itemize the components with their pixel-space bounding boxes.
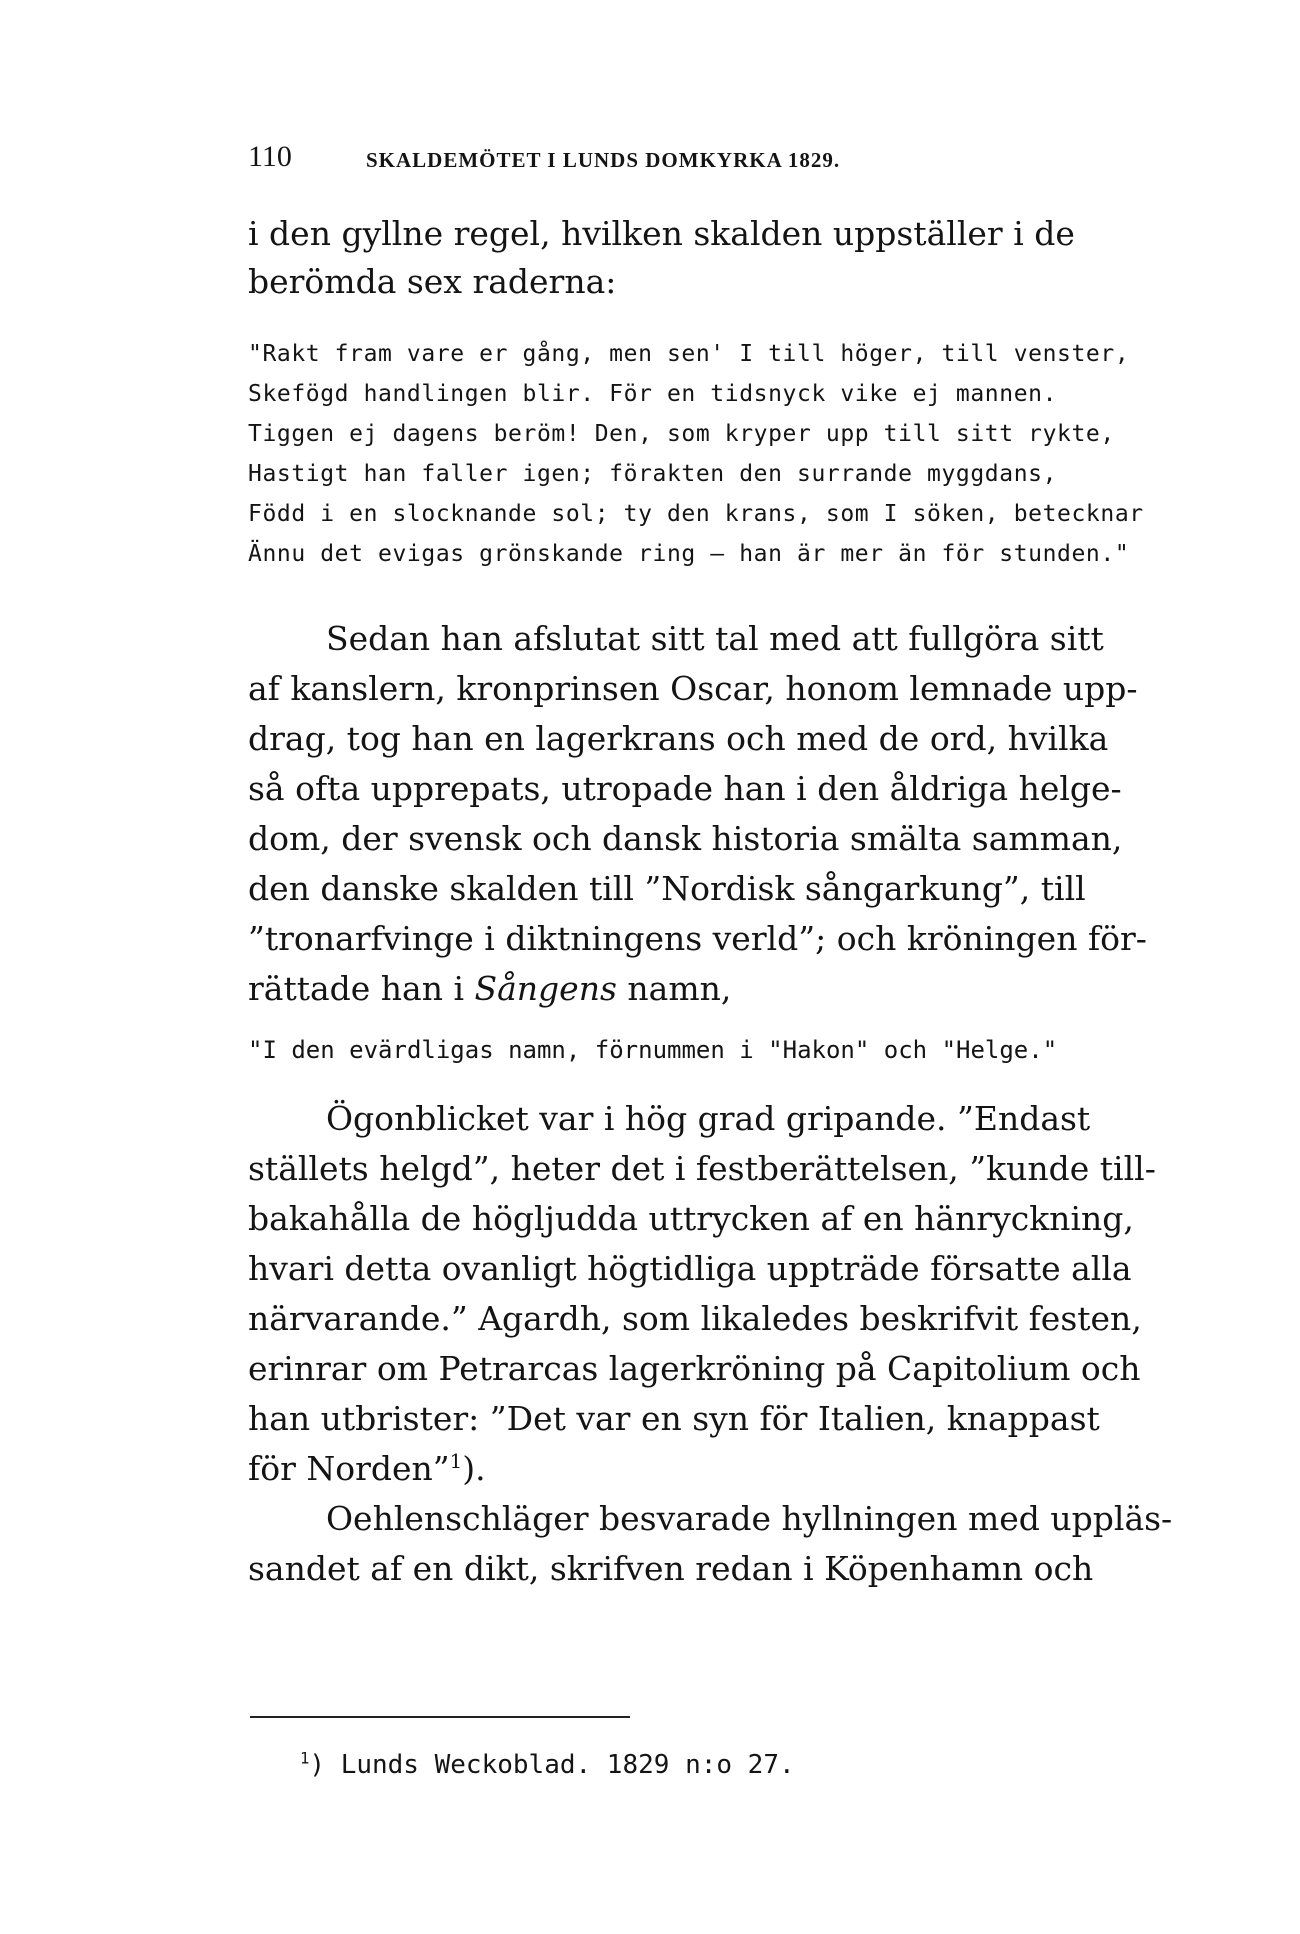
text-line: så ofta upprepats, utropade han i den åldriga helge-	[248, 769, 1122, 808]
text-span: namn,	[616, 969, 732, 1008]
text-line: dom, der svensk och dansk historia smälta samman,	[248, 819, 1123, 858]
running-head: SKALDEMÖTET I LUNDS DOMKYRKA 1829.	[366, 148, 841, 172]
verse-quotation	[248, 1030, 1210, 1070]
poem-line: Tiggen ej dagens beröm! Den, som kryper upp till sitt rykte,	[248, 421, 1115, 447]
paragraph-1	[248, 614, 1210, 1014]
footnote	[300, 1750, 795, 1780]
text-line: den danske skalden till ”Nordisk sångarkung”, till	[248, 869, 1086, 908]
text-line: Ögonblicket var i hög grad gripande. ”Endast	[326, 1099, 1091, 1138]
text-line: i den gyllne regel, hvilken skalden uppställer i de	[248, 214, 1075, 253]
text-line: närvarande.” Agardh, som likaledes beskrifvit festen,	[248, 1299, 1142, 1338]
text-line: han utbrister: ”Det var en syn för Italien, knappast	[248, 1399, 1100, 1438]
text-line	[248, 1444, 1210, 1494]
poem-line: "Rakt fram vare er gång, men sen' I till höger, till venster,	[248, 341, 1130, 367]
paragraph-3	[248, 1494, 1210, 1594]
text-line: af kanslern, kronprinsen Oscar, honom lemnade upp-	[248, 669, 1138, 708]
text-line: berömda sex raderna:	[248, 262, 617, 301]
footnote-divider	[250, 1716, 630, 1718]
text-line: erinrar om Petrarcas lagerkröning på Capitolium och	[248, 1349, 1141, 1388]
footnote-marker: 1	[300, 1749, 310, 1768]
paragraph-2	[248, 1094, 1210, 1494]
poem-line: Född i en slocknande sol; ty den krans, som I söken, betecknar	[248, 501, 1144, 527]
footnote-reference[interactable]: 1	[449, 1450, 463, 1473]
page-number: 110	[248, 140, 292, 173]
text-line	[248, 964, 1210, 1014]
text-span: för Norden”	[248, 1449, 450, 1488]
text-span: rättade han i	[248, 969, 475, 1008]
poem-line: Ännu det evigas grönskande ring — han är mer än för stunden."	[248, 541, 1130, 567]
text-span: ).	[462, 1449, 486, 1488]
text-line: bakahålla de högljudda uttrycken af en hänryckning,	[248, 1199, 1134, 1238]
text-line: sandet af en dikt, skrifven redan i Köpenhamn och	[248, 1549, 1094, 1588]
italic-word: Sångens	[474, 969, 617, 1008]
poem-line: Hastigt han faller igen; förakten den surrande myggdans,	[248, 461, 1058, 487]
text-line: drag, tog han en lagerkrans och med de ord, hvilka	[248, 719, 1109, 758]
text-line: hvari detta ovanligt högtidliga uppträde försatte alla	[248, 1249, 1132, 1288]
poem-line: Skefögd handlingen blir. För en tidsnyck vike ej mannen.	[248, 381, 1058, 407]
text-line: Sedan han afslutat sitt tal med att fullgöra sitt	[326, 619, 1104, 658]
text-line: ställets helgd”, heter det i festberättelsen, ”kunde till-	[248, 1149, 1156, 1188]
footnote-text: ) Lunds Weckoblad. 1829 n:o 27.	[309, 1750, 795, 1780]
poem-quotation	[248, 334, 1210, 574]
text-line: ”tronarfvinge i diktningens verld”; och kröningen för-	[248, 919, 1147, 958]
quote-line: "I den evärdligas namn, förnummen i "Hakon" och "Helge."	[248, 1036, 1058, 1064]
page-header	[248, 140, 1208, 180]
text-line: Oehlenschläger besvarade hyllningen med uppläs-	[326, 1499, 1173, 1538]
intro-text	[248, 210, 1210, 306]
